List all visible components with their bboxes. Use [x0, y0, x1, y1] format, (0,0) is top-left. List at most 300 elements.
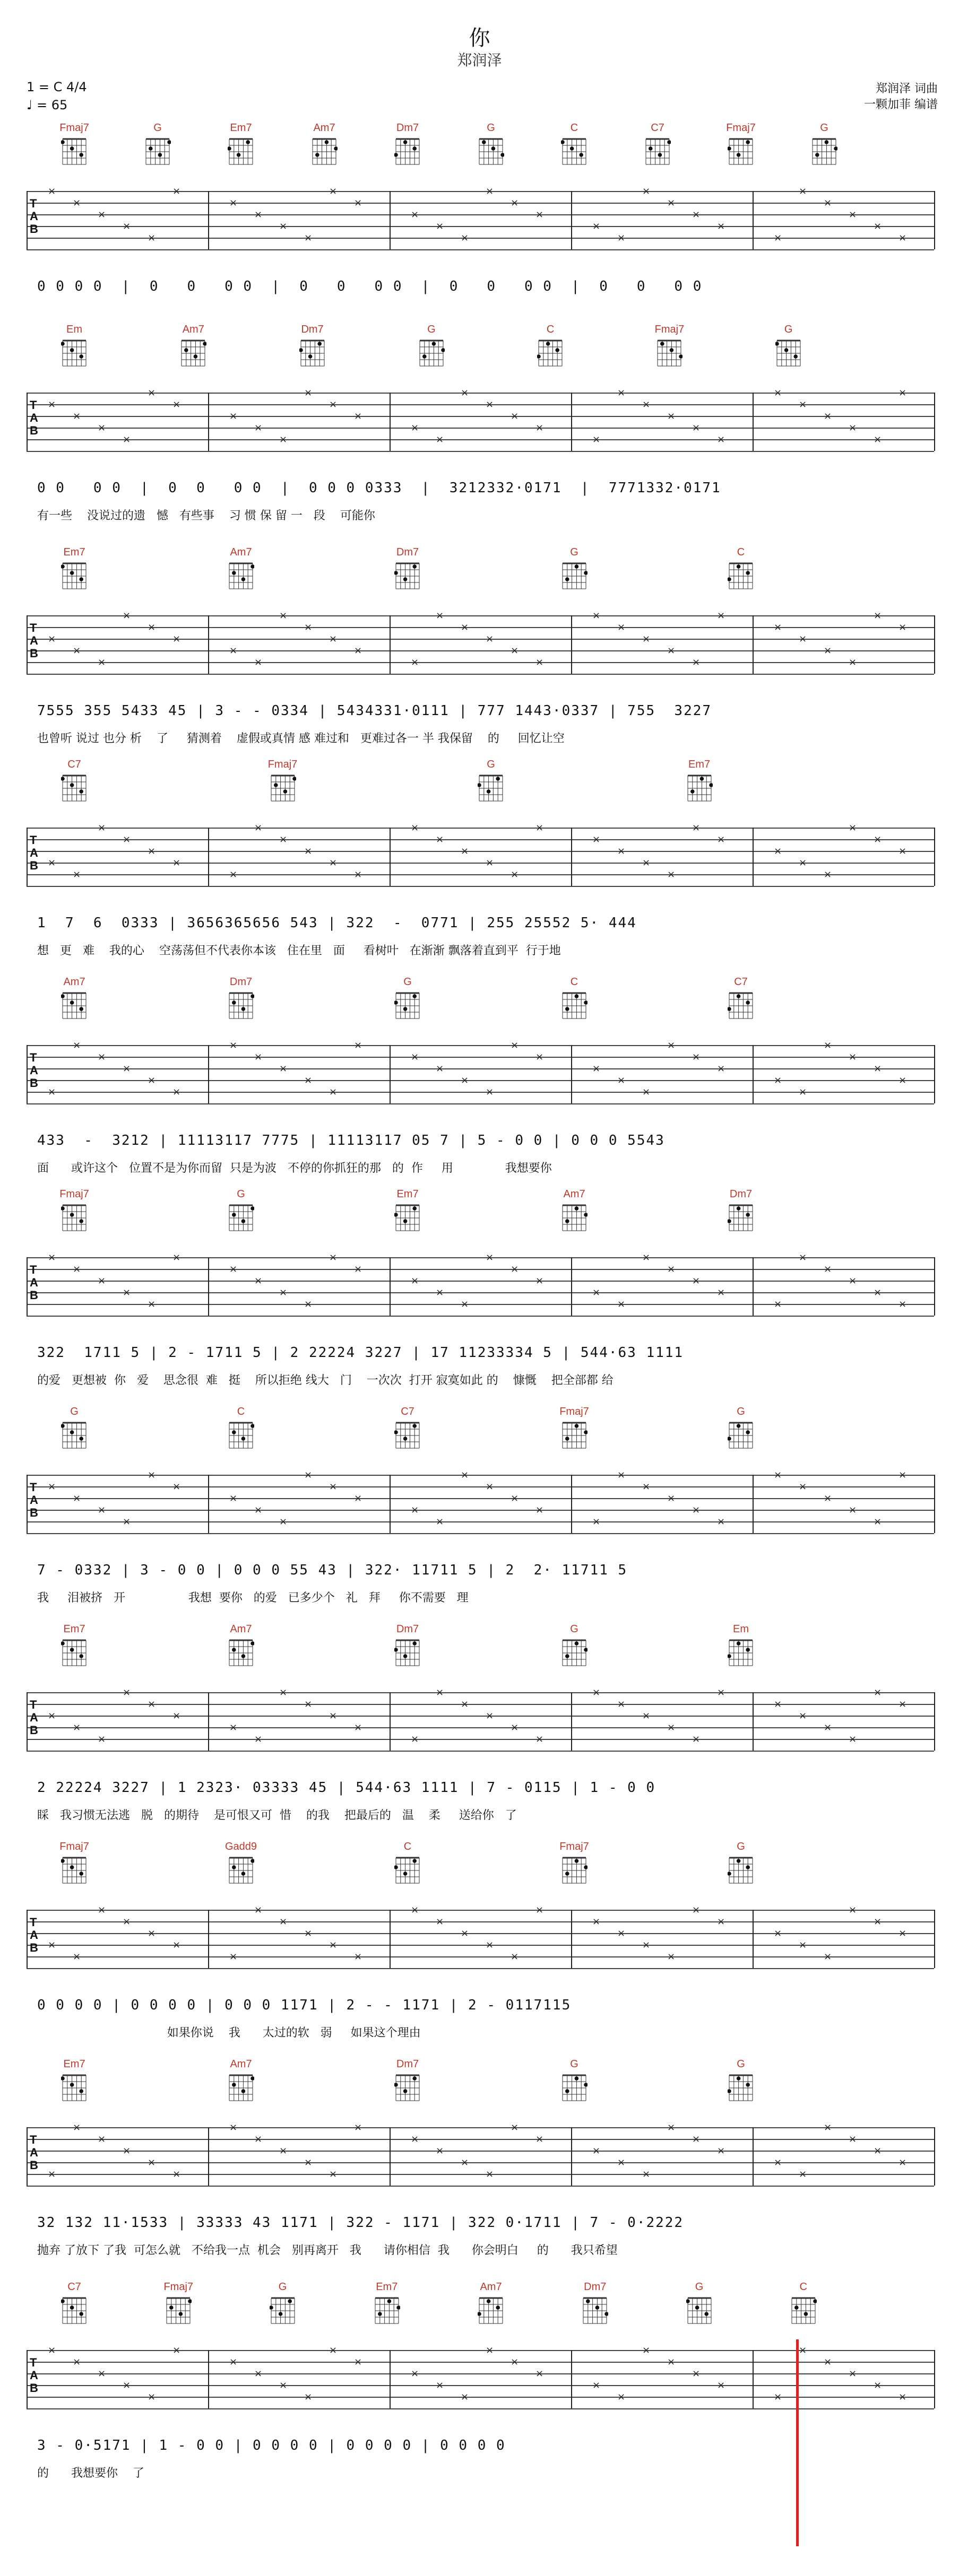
chord-name: G	[784, 324, 793, 335]
tab-note: ×	[617, 2157, 626, 2168]
tab-note: ×	[774, 232, 782, 243]
tab-note: ×	[172, 2345, 181, 2356]
tab-note: ×	[354, 869, 362, 880]
tab-note: ×	[486, 186, 494, 197]
tab-note: ×	[592, 1687, 601, 1698]
tab-note: ×	[874, 1516, 882, 1527]
tab-note: ×	[98, 822, 106, 833]
chord-diagram	[394, 2073, 421, 2102]
tab-note: ×	[898, 1928, 907, 1939]
credit-arranger: 一颗加菲 编谱	[864, 98, 938, 111]
tab-note: ×	[172, 1939, 181, 1951]
chord-name: G	[737, 1841, 745, 1852]
tab-note: ×	[849, 209, 857, 220]
barline	[208, 1257, 209, 1316]
tab-note: ×	[461, 2157, 469, 2168]
tab-note: ×	[511, 2356, 519, 2368]
tab-note: ×	[692, 1275, 701, 1286]
barline	[390, 615, 391, 674]
chord-diagram	[311, 137, 338, 166]
tab-note: ×	[436, 1687, 444, 1698]
chord-name: Dm7	[301, 324, 324, 335]
tab-note: ×	[329, 1710, 338, 1721]
tab-note: ×	[411, 1051, 419, 1063]
barline	[390, 191, 391, 249]
chord-name: C7	[651, 122, 664, 134]
barline	[934, 1045, 935, 1103]
tab-note: ×	[304, 1469, 313, 1481]
tab-staff-line	[27, 1739, 934, 1740]
tab-note: ×	[799, 633, 807, 645]
tab-clef: T A B	[30, 621, 38, 660]
tab-note: ×	[667, 1040, 676, 1051]
tab-note: ×	[123, 221, 131, 232]
chord-diagram	[61, 1856, 88, 1885]
chord-diagram	[394, 991, 421, 1020]
chord-name: G	[487, 122, 495, 134]
tab-note: ×	[642, 1481, 651, 1492]
tab-note: ×	[511, 1264, 519, 1275]
tab-note: ×	[411, 657, 419, 668]
tab-note: ×	[229, 2122, 238, 2133]
tab-note: ×	[436, 434, 444, 445]
chord-diagram	[61, 1203, 88, 1232]
tab-note: ×	[123, 610, 131, 621]
tab-note: ×	[849, 1904, 857, 1916]
tab-note: ×	[254, 1904, 263, 1916]
chord-name: G	[237, 1188, 245, 1200]
tab-note: ×	[229, 411, 238, 422]
tab-staff-line	[27, 1257, 934, 1258]
tab-note: ×	[717, 1287, 725, 1298]
tab-staff-line	[27, 1292, 934, 1293]
tab-note: ×	[279, 1687, 288, 1698]
chord-name: C	[799, 2281, 807, 2293]
tab-note: ×	[592, 2380, 601, 2391]
end-marker	[796, 2339, 799, 2546]
tab-note: ×	[535, 822, 544, 833]
barline	[753, 1475, 754, 1533]
tab-note: ×	[511, 1951, 519, 1962]
tab-staff-line	[27, 2127, 934, 2128]
tab-staff-line	[27, 1080, 934, 1081]
tab-staff-line	[27, 451, 934, 452]
tab-note: ×	[535, 1504, 544, 1516]
chord-diagram	[180, 338, 206, 368]
tab-note: ×	[354, 1264, 362, 1275]
tab-note: ×	[461, 622, 469, 633]
chord-diagram	[61, 2296, 88, 2325]
tab-note: ×	[436, 1516, 444, 1527]
tab-note: ×	[411, 1504, 419, 1516]
tab-note: ×	[98, 657, 106, 668]
tab-note: ×	[436, 2380, 444, 2391]
tab-note: ×	[667, 411, 676, 422]
tab-note: ×	[692, 2368, 701, 2379]
tab-note: ×	[73, 869, 81, 880]
chord-name: G	[70, 1406, 79, 1417]
tab-note: ×	[48, 1086, 56, 1098]
tab-note: ×	[172, 1086, 181, 1098]
tab-staff-line	[27, 639, 934, 640]
tab-note: ×	[592, 1063, 601, 1074]
barline	[934, 2127, 935, 2186]
chord-name: Em7	[63, 546, 85, 558]
tab-note: ×	[774, 1928, 782, 1939]
tab-note: ×	[824, 1264, 832, 1275]
tab-note: ×	[486, 1252, 494, 1263]
chord-name: Em	[733, 1623, 749, 1635]
tab-note: ×	[304, 2157, 313, 2168]
tab-note: ×	[592, 434, 601, 445]
tab-note: ×	[329, 2345, 338, 2356]
tab-note: ×	[73, 2356, 81, 2368]
barline	[571, 1475, 572, 1533]
barline	[934, 1910, 935, 1968]
tab-note: ×	[98, 209, 106, 220]
chord-name: C7	[734, 976, 748, 988]
chord-name: C	[546, 324, 555, 335]
tab-note: ×	[354, 1951, 362, 1962]
chord-name: G	[820, 122, 828, 134]
tab-note: ×	[279, 834, 288, 845]
tab-note: ×	[799, 399, 807, 410]
barline	[571, 828, 572, 886]
chord-diagram	[561, 561, 588, 590]
tab-note: ×	[617, 387, 626, 398]
barline	[27, 1257, 28, 1316]
tab-note: ×	[254, 2134, 263, 2145]
tab-note: ×	[774, 622, 782, 633]
tab-staff-line	[27, 886, 934, 887]
tab-note: ×	[436, 834, 444, 845]
tab-note: ×	[48, 1710, 56, 1721]
tab-staff-line	[27, 2186, 934, 2187]
numbered-notation: 0 0 0 0 | 0 0 0 0 | 0 0 0 0333 | 3212332·0171 | 7771332·0171	[37, 480, 721, 496]
tab-note: ×	[123, 2380, 131, 2391]
chord-diagram	[478, 773, 504, 803]
song-artist: 郑润泽	[457, 51, 502, 69]
tab-staff-line	[27, 1510, 934, 1511]
chord-name: Am7	[480, 2281, 502, 2293]
barline	[390, 2350, 391, 2408]
tab-note: ×	[692, 209, 701, 220]
tab-note: ×	[48, 1939, 56, 1951]
barline	[571, 2127, 572, 2186]
chord-name: Gadd9	[224, 1841, 257, 1852]
tab-note: ×	[411, 209, 419, 220]
tab-note: ×	[642, 1252, 651, 1263]
tab-note: ×	[73, 1264, 81, 1275]
tab-note: ×	[279, 2145, 288, 2156]
song-title: 你	[469, 26, 490, 50]
chord-name: Em7	[230, 122, 252, 134]
tab-staff-line	[27, 1533, 934, 1534]
tab-staff-line	[27, 1057, 934, 1058]
barline	[390, 1045, 391, 1103]
tab-note: ×	[799, 2169, 807, 2180]
tab-note: ×	[642, 399, 651, 410]
chord-diagram	[61, 1421, 88, 1450]
barline	[27, 393, 28, 451]
tab-note: ×	[642, 857, 651, 868]
tab-note: ×	[486, 399, 494, 410]
chord-diagram	[394, 1203, 421, 1232]
tab-note: ×	[411, 1904, 419, 1916]
chord-name: Am7	[563, 1188, 585, 1200]
tab-note: ×	[486, 2169, 494, 2180]
tab-note: ×	[824, 645, 832, 656]
chord-name: G	[737, 2058, 745, 2070]
tab-note: ×	[254, 209, 263, 220]
tab-note: ×	[73, 2122, 81, 2133]
tab-note: ×	[354, 1040, 362, 1051]
tab-note: ×	[874, 221, 882, 232]
tab-staff-line	[27, 863, 934, 864]
tab-note: ×	[48, 399, 56, 410]
tab-note: ×	[279, 434, 288, 445]
tab-clef: T A B	[30, 1263, 38, 1302]
tab-note: ×	[461, 387, 469, 398]
chord-diagram	[561, 1638, 588, 1667]
barline	[934, 393, 935, 451]
tab-note: ×	[486, 2345, 494, 2356]
tab-staff-line	[27, 393, 934, 394]
tab-note: ×	[642, 633, 651, 645]
tab-note: ×	[799, 1252, 807, 1263]
tab-note: ×	[511, 2122, 519, 2133]
lyrics-line: 也曾听 说过 也分 析 了 猜测着 虚假或真情 感 难过和 更难过各一 半 我保留 的 回忆让空	[37, 732, 565, 745]
tab-note: ×	[229, 1493, 238, 1504]
tab-note: ×	[48, 857, 56, 868]
tab-note: ×	[461, 1299, 469, 1310]
tab-note: ×	[824, 1493, 832, 1504]
tab-note: ×	[667, 1951, 676, 1962]
chord-name: Dm7	[729, 1188, 753, 1200]
tab-staff-line	[27, 2151, 934, 2152]
barline	[934, 828, 935, 886]
tab-staff-line	[27, 662, 934, 663]
chord-diagram	[228, 137, 254, 166]
tab-note: ×	[667, 197, 676, 208]
tab-note: ×	[411, 1275, 419, 1286]
tab-note: ×	[148, 1469, 156, 1481]
tab-note: ×	[98, 1504, 106, 1516]
tab-note: ×	[436, 221, 444, 232]
tab-note: ×	[874, 1916, 882, 1927]
barline	[27, 191, 28, 249]
numbered-notation: 1 7 6 0333 | 3656365656 543 | 322 - 0771 | 255 25552 5· 444	[37, 915, 637, 931]
tab-note: ×	[172, 633, 181, 645]
tab-note: ×	[511, 197, 519, 208]
tab-note: ×	[799, 1710, 807, 1721]
tab-note: ×	[692, 657, 701, 668]
barline	[934, 1692, 935, 1751]
tab-note: ×	[692, 1051, 701, 1063]
chord-diagram	[418, 338, 445, 368]
chord-diagram	[61, 2073, 88, 2102]
tab-note: ×	[304, 1075, 313, 1086]
tab-note: ×	[592, 834, 601, 845]
chord-name: Dm7	[229, 976, 253, 988]
barline	[27, 2127, 28, 2186]
chord-diagram	[374, 2296, 400, 2325]
tab-note: ×	[824, 197, 832, 208]
lyrics-line: 的爱 更想被 你 爱 思念很 难 挺 所以拒绝 线大 门 一次次 打开 寂寞如此 的 慷慨 把全部都 给	[37, 1374, 614, 1387]
tab-note: ×	[436, 2145, 444, 2156]
barline	[934, 1257, 935, 1316]
numbered-notation: 0 0 0 0 | 0 0 0 0 | 0 0 0 1171 | 2 - - 1171 | 2 - 0117115	[37, 1997, 572, 2013]
tab-note: ×	[592, 2145, 601, 2156]
chord-diagram	[644, 137, 671, 166]
tab-note: ×	[617, 1699, 626, 1710]
tab-note: ×	[123, 1687, 131, 1698]
barline	[571, 1692, 572, 1751]
barline	[571, 615, 572, 674]
chord-diagram	[537, 338, 564, 368]
tab-note: ×	[229, 1722, 238, 1733]
barline	[753, 1910, 754, 1968]
barline	[390, 393, 391, 451]
tab-note: ×	[461, 1469, 469, 1481]
numbered-notation: 433 - 3212 | 11113117 7775 | 11113117 05 7 | 5 - 0 0 | 0 0 0 5543	[37, 1133, 665, 1148]
numbered-notation: 322 1711 5 | 2 - 1711 5 | 2 22224 3227 | 17 11233334 5 | 544·63 1111	[37, 1345, 684, 1361]
tab-note: ×	[229, 869, 238, 880]
tab-staff-line	[27, 1498, 934, 1499]
tab-note: ×	[411, 2368, 419, 2379]
numbered-notation: 2 22224 3227 | 1 2323· 03333 45 | 544·63 1111 | 7 - 0115 | 1 - 0 0	[37, 1780, 656, 1796]
tab-note: ×	[774, 387, 782, 398]
tab-note: ×	[849, 1504, 857, 1516]
tab-note: ×	[229, 197, 238, 208]
barline	[753, 393, 754, 451]
tab-note: ×	[172, 1481, 181, 1492]
tab-note: ×	[172, 857, 181, 868]
tab-note: ×	[617, 1928, 626, 1939]
tab-note: ×	[304, 387, 313, 398]
chord-diagram	[228, 561, 254, 590]
chord-diagram	[61, 1638, 88, 1667]
chord-name: Fmaj7	[59, 122, 89, 134]
tab-note: ×	[329, 2169, 338, 2180]
tab-note: ×	[717, 610, 725, 621]
tab-note: ×	[692, 1734, 701, 1745]
tab-note: ×	[849, 822, 857, 833]
tab-note: ×	[123, 1287, 131, 1298]
tab-note: ×	[254, 657, 263, 668]
tab-clef: T A B	[30, 398, 38, 437]
barline	[571, 1045, 572, 1103]
barline	[27, 1045, 28, 1103]
chord-name: Am7	[230, 1623, 252, 1635]
tab-note: ×	[148, 1699, 156, 1710]
barline	[571, 393, 572, 451]
tab-staff-line	[27, 1751, 934, 1752]
barline	[390, 828, 391, 886]
tab-note: ×	[824, 411, 832, 422]
chord-diagram	[394, 1856, 421, 1885]
tab-note: ×	[48, 2345, 56, 2356]
chord-name: Dm7	[584, 2281, 607, 2293]
tab-note: ×	[354, 197, 362, 208]
tab-note: ×	[229, 1264, 238, 1275]
tab-note: ×	[172, 2169, 181, 2180]
chord-name: Dm7	[396, 2058, 419, 2070]
tab-note: ×	[874, 610, 882, 621]
barline	[753, 828, 754, 886]
tab-note: ×	[849, 1275, 857, 1286]
barline	[27, 2350, 28, 2408]
tab-note: ×	[254, 1275, 263, 1286]
tab-note: ×	[511, 1040, 519, 1051]
tab-note: ×	[98, 1734, 106, 1745]
chord-diagram	[561, 991, 588, 1020]
tab-note: ×	[849, 1051, 857, 1063]
tab-note: ×	[799, 186, 807, 197]
tab-note: ×	[667, 1493, 676, 1504]
chord-diagram	[394, 1421, 421, 1450]
tab-note: ×	[172, 399, 181, 410]
tab-note: ×	[617, 1075, 626, 1086]
tab-note: ×	[304, 1299, 313, 1310]
tab-staff-line	[27, 416, 934, 417]
tab-staff-line	[27, 1716, 934, 1717]
chord-name: G	[403, 976, 412, 988]
chord-diagram	[394, 1638, 421, 1667]
tab-note: ×	[48, 186, 56, 197]
tab-note: ×	[98, 422, 106, 433]
chord-diagram	[228, 2073, 254, 2102]
barline	[934, 1475, 935, 1533]
chord-name: G	[570, 1623, 578, 1635]
tab-note: ×	[824, 1722, 832, 1733]
chord-diagram	[228, 1638, 254, 1667]
chord-diagram	[561, 2073, 588, 2102]
tab-note: ×	[329, 1939, 338, 1951]
tab-note: ×	[774, 846, 782, 857]
tab-note: ×	[592, 1287, 601, 1298]
tab-clef: T A B	[30, 1481, 38, 1519]
tab-note: ×	[329, 399, 338, 410]
tab-note: ×	[329, 186, 338, 197]
tab-note: ×	[535, 657, 544, 668]
barline	[208, 2127, 209, 2186]
chord-diagram	[728, 1203, 754, 1232]
tab-note: ×	[717, 1687, 725, 1698]
chord-diagram	[561, 1856, 588, 1885]
tab-note: ×	[535, 1051, 544, 1063]
barline	[27, 828, 28, 886]
tab-note: ×	[48, 2169, 56, 2180]
tab-note: ×	[486, 857, 494, 868]
tab-note: ×	[898, 2157, 907, 2168]
chord-diagram	[61, 773, 88, 803]
tab-note: ×	[304, 1928, 313, 1939]
chord-name: C	[237, 1406, 245, 1417]
tab-note: ×	[692, 1904, 701, 1916]
lyrics-line: 想 更 难 我的心 空荡荡但不代表你本该 住在里 面 看树叶 在渐渐 飘落着直到平 行于地	[37, 944, 561, 958]
tab-note: ×	[511, 645, 519, 656]
tab-note: ×	[799, 1939, 807, 1951]
tab-note: ×	[304, 1699, 313, 1710]
chord-name: G	[570, 2058, 578, 2070]
lyrics-line: 抛弃 了放下 了我 可怎么就 不给我一点 机会 别再离开 我 请你相信 我 你会明白 的 我只希望	[37, 2244, 618, 2257]
chord-diagram	[394, 561, 421, 590]
barline	[390, 1475, 391, 1533]
numbered-notation: 32 132 11·1533 | 33333 43 1171 | 322 - 1171 | 322 0·1711 | 7 - 0·2222	[37, 2215, 684, 2231]
tab-note: ×	[717, 221, 725, 232]
chord-diagram	[61, 338, 88, 368]
